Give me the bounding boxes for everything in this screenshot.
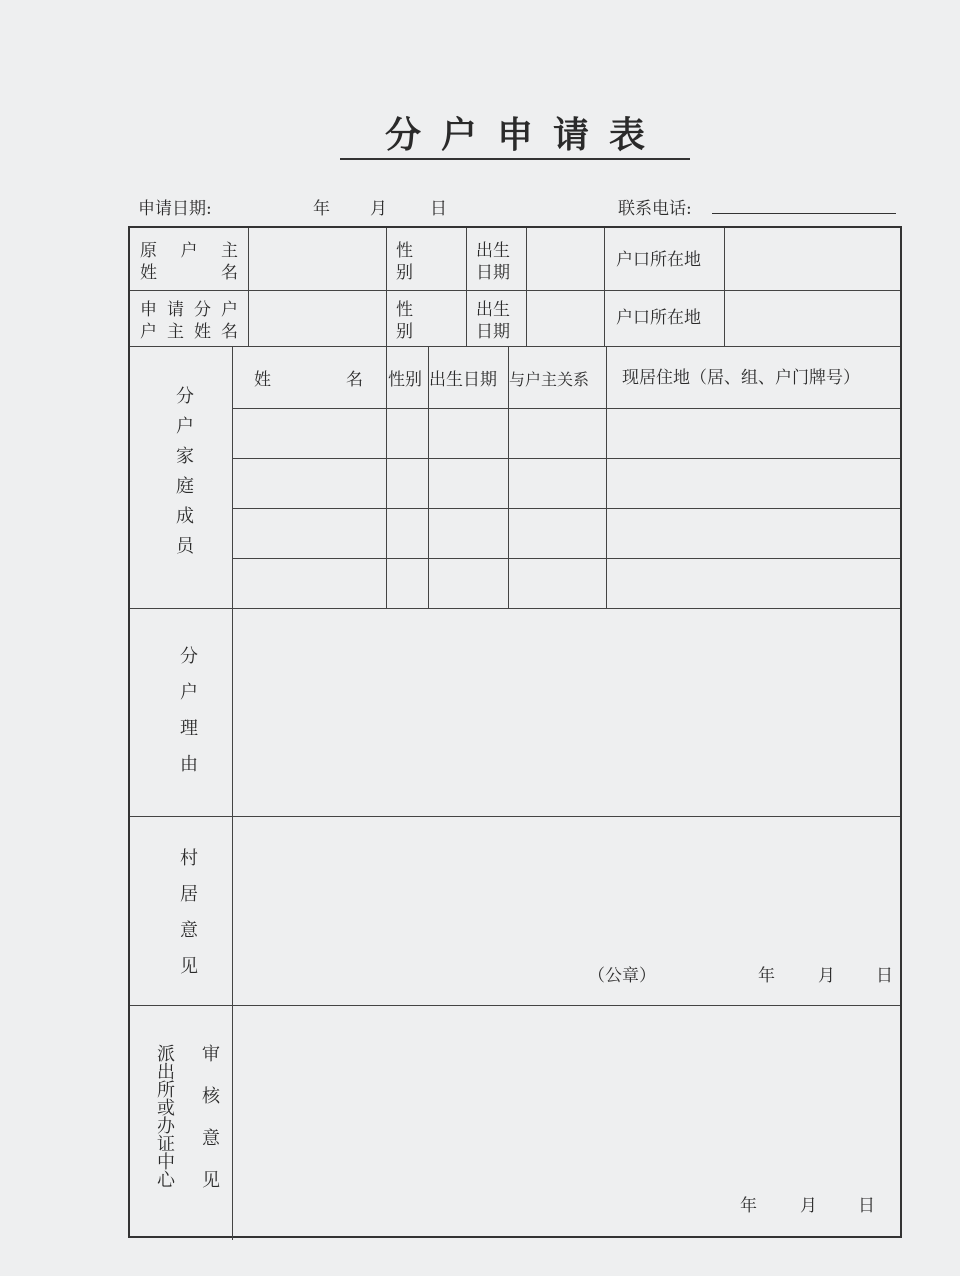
col-divider: [604, 228, 605, 346]
police-date-month: 月: [800, 1196, 817, 1216]
village-opinion-field[interactable]: [233, 817, 900, 1004]
village-date-month: 月: [818, 966, 835, 986]
village-date-year: 年: [758, 966, 775, 986]
new-holder-label-line1: 申请分户: [140, 300, 238, 320]
orig-holder-name-field[interactable]: [249, 229, 385, 289]
sex-label-1b: 别: [396, 263, 413, 283]
orig-holder-label-line2: 姓 名: [140, 263, 238, 283]
police-label-right: 审核意见: [199, 1044, 220, 1212]
birth-label-1b: 日期: [476, 263, 510, 283]
col-name-1: 姓: [254, 370, 271, 390]
row-divider: [130, 346, 900, 347]
orig-holder-label-line1: 原 户 主: [140, 241, 238, 261]
new-holder-hukou-field[interactable]: [725, 291, 900, 345]
new-holder-label-line2: 户主姓名: [140, 322, 238, 342]
col-sex: 性别: [388, 370, 422, 390]
reason-field[interactable]: [233, 609, 900, 815]
new-holder-name-field[interactable]: [249, 291, 385, 345]
sex-label-2a: 性: [396, 300, 413, 320]
village-opinion-label: 村居意见: [177, 848, 198, 992]
police-label-left: 派出所或办证中心: [154, 1044, 175, 1188]
birth-label-1a: 出生: [476, 241, 510, 261]
phone-label: 联系电话:: [618, 199, 692, 219]
birth-label-2a: 出生: [476, 300, 510, 320]
col-name-2: 名: [346, 370, 363, 390]
police-date-day: 日: [858, 1196, 875, 1216]
village-date-day: 日: [876, 966, 893, 986]
member-row[interactable]: [233, 459, 900, 508]
reason-label: 分户理由: [177, 646, 198, 790]
col-divider: [386, 228, 387, 346]
member-row[interactable]: [233, 409, 900, 458]
apply-date-year: 年: [313, 199, 330, 219]
member-row[interactable]: [233, 509, 900, 558]
col-address: 现居住地（居、组、户门牌号）: [622, 368, 860, 388]
new-holder-birth-field[interactable]: [527, 291, 603, 345]
apply-date-day: 日: [430, 199, 447, 219]
apply-date-label: 申请日期:: [138, 199, 212, 219]
apply-date-month: 月: [370, 199, 387, 219]
seal-label: （公章）: [588, 966, 656, 986]
members-section-label: 分户家庭成员: [173, 386, 194, 566]
sex-label-1a: 性: [396, 241, 413, 261]
phone-field[interactable]: [712, 213, 896, 214]
sex-label-2b: 别: [396, 322, 413, 342]
orig-holder-hukou-field[interactable]: [725, 229, 900, 289]
form-title-block: [340, 112, 690, 160]
hukou-location-label-2: 户口所在地: [616, 308, 701, 328]
form-title: 分户申请表: [384, 114, 665, 156]
hukou-location-label-1: 户口所在地: [616, 250, 701, 270]
col-relation: 与户主关系: [509, 370, 590, 389]
birth-label-2b: 日期: [476, 322, 510, 342]
form-table: [128, 226, 902, 1238]
orig-holder-birth-field[interactable]: [527, 229, 603, 289]
col-birth: 出生日期: [429, 370, 497, 390]
title-underline: [340, 158, 690, 160]
member-row[interactable]: [233, 559, 900, 608]
police-date-year: 年: [740, 1196, 757, 1216]
